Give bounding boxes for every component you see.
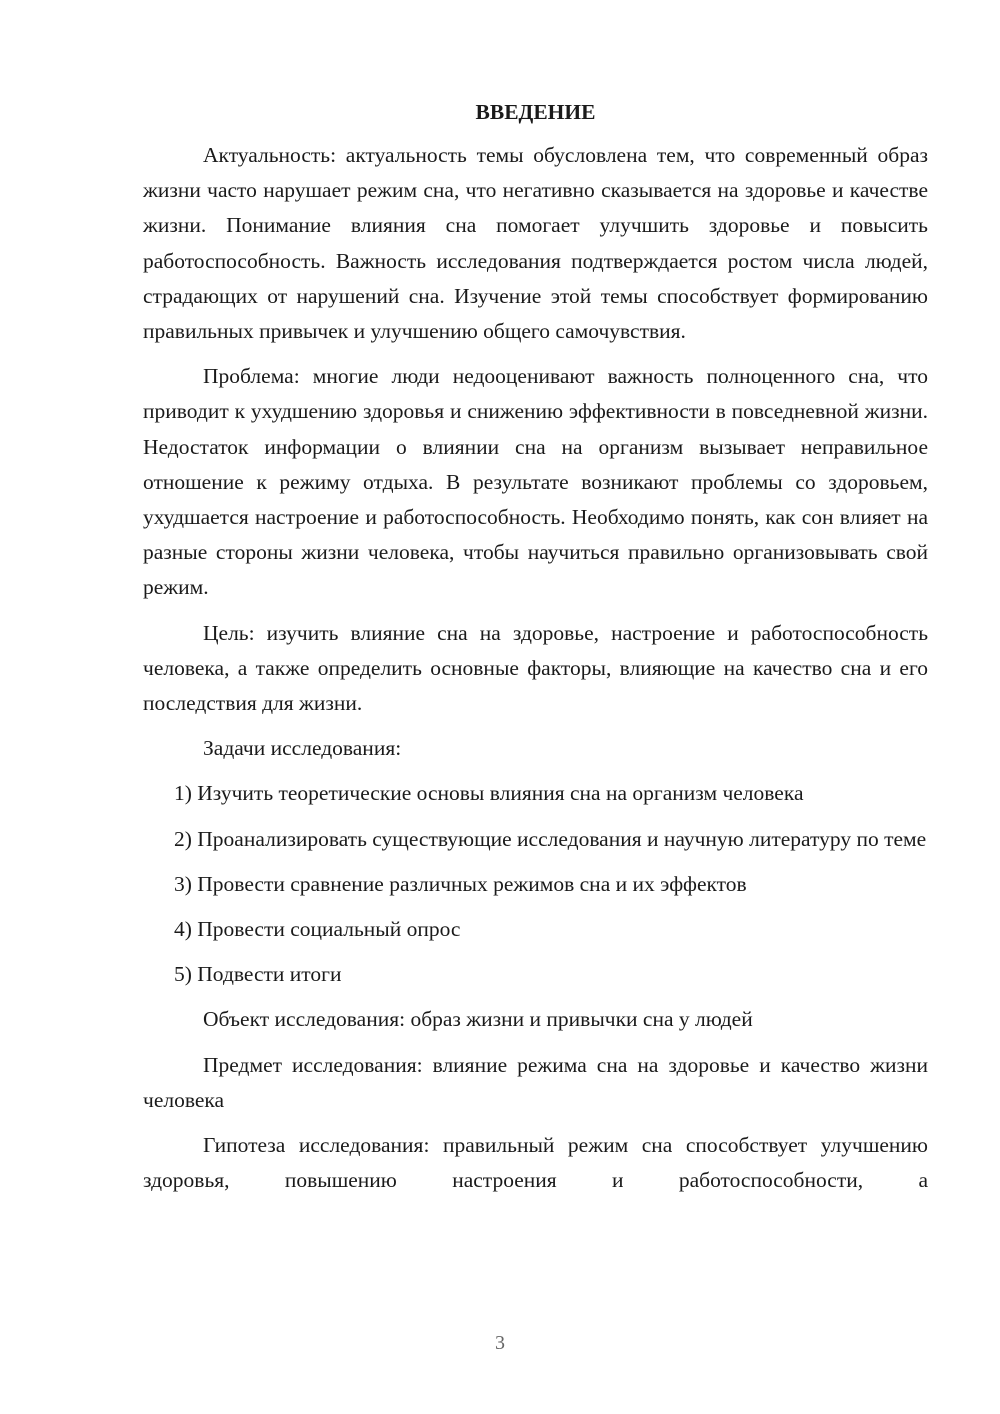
task-item-1: 1) Изучить теоретические основы влияния сна на организм человека xyxy=(174,781,804,806)
task-item-5: 5) Подвести итоги xyxy=(174,962,342,987)
paragraph-hypothesis: Гипотеза исследования: правильный режим сна способствует улучшению здоровья, повышению настроения и работоспособности, а xyxy=(143,1133,928,1193)
page-number: 3 xyxy=(495,1332,505,1354)
tasks-heading: Задачи исследования: xyxy=(203,736,402,761)
paragraph-goal: Цель: изучить влияние сна на здоровье, настроение и работоспособность человека, а также определить основные факторы, влияющие на качество сна и его последствия для жизни. xyxy=(143,620,928,716)
paragraph-relevance: Актуальность: актуальность темы обусловлена тем, что современный образ жизни часто нарушает режим сна, что негативно сказывается на здоровье и качестве жизни. Понимание влияния сна помогает улучшить здоровье и повысить работоспособность. Важность исследования подтверждается ростом числа людей, страдающих от нарушений сна. Изучение этой темы способствует формированию правильных привычек и улучшению общего самочувствия. xyxy=(143,143,928,344)
section-title: ВВЕДЕНИЕ xyxy=(475,100,596,124)
paragraph-problem: Проблема: многие люди недооценивают важность полноценного сна, что приводит к ухудшению здоровья и снижению эффективности в повседневной жизни. Недостаток информации о влиянии сна на организм вызывает неправильное отношение к режиму отдыха. В результате возникают проблемы со здоровьем, ухудшается настроение и работоспособность. Необходимо понять, как сон влияет на разные стороны жизни человека, чтобы научиться правильно организовывать свой режим. xyxy=(143,364,928,600)
paragraph-subject: Предмет исследования: влияние режима сна на здоровье и качество жизни человека xyxy=(143,1052,928,1112)
task-item-4: 4) Провести социальный опрос xyxy=(174,917,461,942)
task-item-3: 3) Провести сравнение различных режимов сна и их эффектов xyxy=(174,871,747,896)
document-body xyxy=(143,96,928,1208)
task-item-2: 2) Проанализировать существующие исследования и научную литературу по теме xyxy=(174,826,927,851)
paragraph-object: Объект исследования: образ жизни и привычки сна у людей xyxy=(203,1007,753,1032)
